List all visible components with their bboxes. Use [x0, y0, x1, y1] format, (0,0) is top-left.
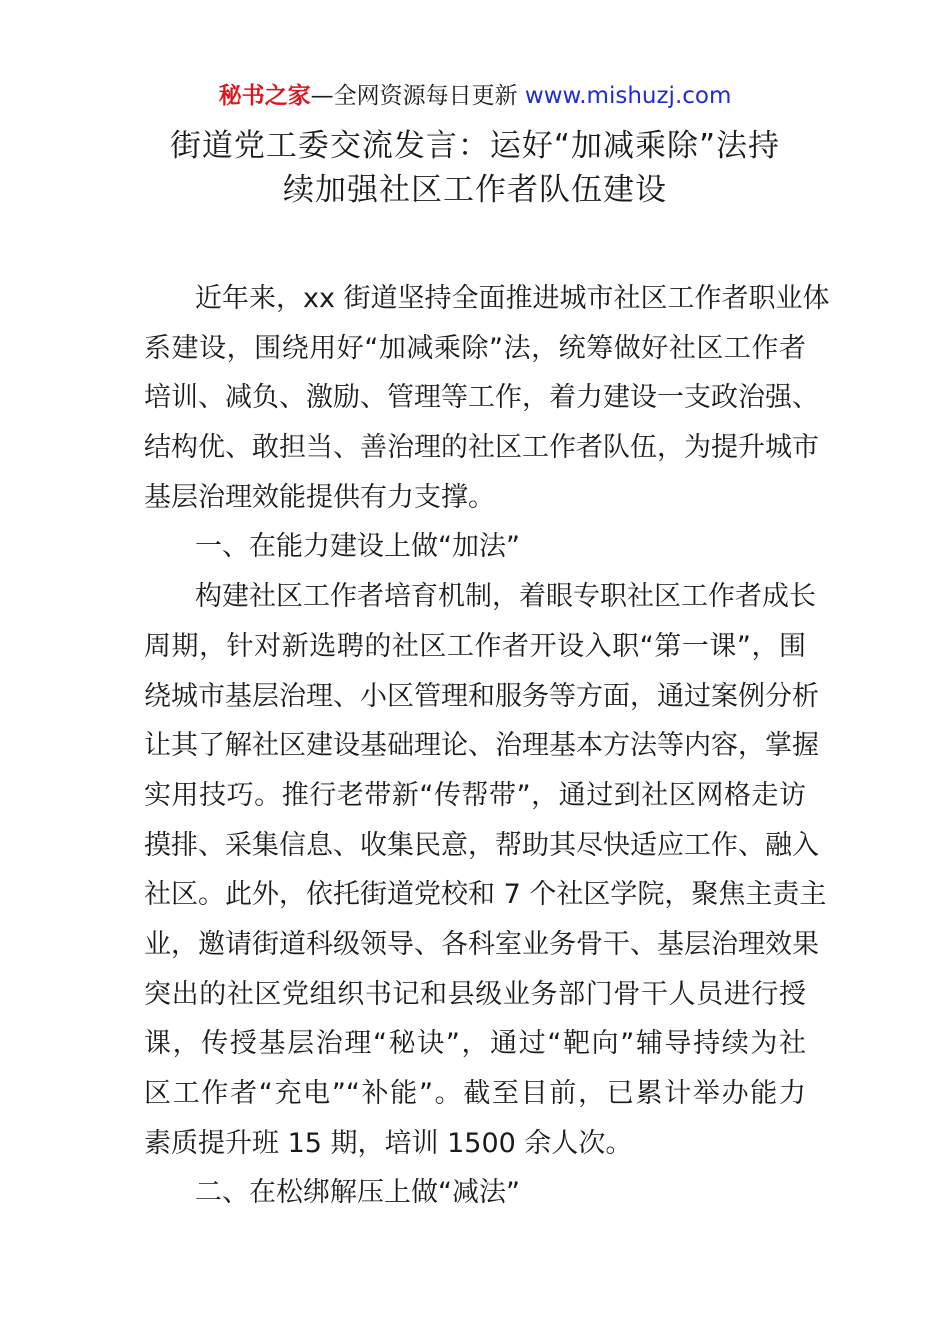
body-line: 培训、减负、激励、管理等工作，着力建设一支政治强、 — [144, 382, 819, 414]
site-url-link[interactable]: www.mishuzj.com — [524, 83, 732, 109]
title-line-2: 续加强社区工作者队伍建设 — [283, 172, 667, 208]
document-body — [144, 274, 830, 1218]
body-line: 社区。此外，依托街道党校和 7 个社区学院，聚焦主责主 — [144, 879, 827, 911]
title-line-1: 街道党工委交流发言：运好“加减乘除”法持 — [169, 128, 781, 164]
body-line: 系建设，围绕用好“加减乘除”法，统筹做好社区工作者 — [144, 332, 806, 364]
section-heading-2: 二、在松绑解压上做“减法” — [195, 1177, 520, 1209]
body-line: 周期，针对新选聘的社区工作者开设入职“第一课”，围 — [144, 630, 806, 662]
site-header — [0, 80, 950, 112]
body-line: 突出的社区党组织书记和县级业务部门骨干人员进行授 — [144, 978, 806, 1010]
body-line: 课，传授基层治理“秘诀”，通过“靶向”辅导持续为社 — [144, 1028, 806, 1060]
body-line: 构建社区工作者培育机制，着眼专职社区工作者成长 — [195, 581, 816, 613]
body-line: 绕城市基层治理、小区管理和服务等方面，通过案例分析 — [144, 680, 819, 712]
body-line: 让其了解社区建设基础理论、治理基本方法等内容，掌握 — [144, 730, 819, 762]
body-line: 业，邀请街道科级领导、各科室业务骨干、基层治理效果 — [144, 928, 819, 960]
body-line: 实用技巧。推行老带新“传帮带”，通过到社区网格走访 — [144, 779, 806, 811]
body-line: 素质提升班 15 期，培训 1500 余人次。 — [144, 1127, 633, 1159]
brand-name: 秘书之家 — [218, 83, 311, 109]
body-line: 基层治理效能提供有力支撑。 — [144, 481, 495, 513]
body-line: 摸排、采集信息、收集民意，帮助其尽快适应工作、融入 — [144, 829, 819, 861]
section-heading-1: 一、在能力建设上做“加法” — [195, 531, 520, 563]
body-line: 近年来，xx 街道坚持全面推进城市社区工作者职业体 — [195, 283, 830, 314]
body-line: 区工作者“充电”“补能”。截至目前，已累计举办能力 — [144, 1078, 806, 1109]
document-title — [0, 124, 950, 212]
header-tagline: —全网资源每日更新 — [310, 83, 518, 109]
body-line: 结构优、敢担当、善治理的社区工作者队伍，为提升城市 — [144, 432, 819, 464]
